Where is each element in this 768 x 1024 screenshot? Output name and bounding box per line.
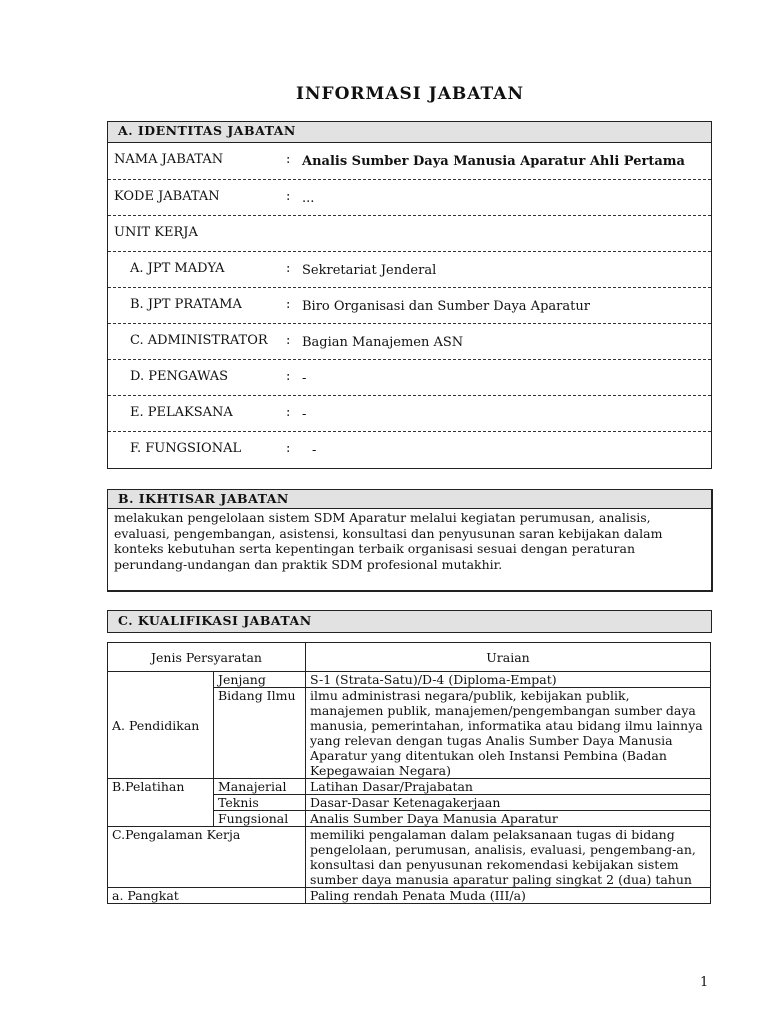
row-fungsional xyxy=(108,432,711,467)
row-colon: : xyxy=(286,369,291,384)
row-label: UNIT KERJA xyxy=(114,225,198,240)
row-colon: : xyxy=(286,261,291,276)
col-header-uraian: Uraian xyxy=(306,643,711,672)
row-value: Analis Sumber Daya Manusia Aparatur Ahli Pertama xyxy=(302,154,685,169)
table-row xyxy=(108,888,711,904)
sub-label-bidang-ilmu: Bidang Ilmu xyxy=(214,688,306,779)
row-head-pelatihan: B.Pelatihan xyxy=(108,779,214,827)
row-unit-kerja xyxy=(108,216,711,252)
table-row xyxy=(108,827,711,888)
identitas-rows xyxy=(108,143,711,468)
sub-label-jenjang: Jenjang xyxy=(214,672,306,688)
sub-label-manajerial: Manajerial xyxy=(214,779,306,795)
section-c-heading: C. KUALIFIKASI JABATAN xyxy=(108,611,711,632)
row-head-pangkat: a. Pangkat xyxy=(108,888,306,904)
row-colon: : xyxy=(286,333,291,348)
row-label: E. PELAKSANA xyxy=(130,405,233,420)
row-pelaksana xyxy=(108,396,711,432)
row-label: A. JPT MADYA xyxy=(130,261,225,276)
row-value: - xyxy=(312,443,317,458)
row-value: - xyxy=(302,371,307,386)
section-identitas xyxy=(107,121,712,469)
row-value: ... xyxy=(302,191,315,206)
page-number: 1 xyxy=(700,975,709,990)
row-label: F. FUNGSIONAL xyxy=(130,441,242,456)
row-value: - xyxy=(302,407,307,422)
row-label: D. PENGAWAS xyxy=(130,369,229,384)
table-row xyxy=(108,672,711,688)
row-colon: : xyxy=(286,297,291,312)
section-a-heading: A. IDENTITAS JABATAN xyxy=(108,122,711,143)
sub-label-fungsional: Fungsional xyxy=(214,811,306,827)
value-bidang-ilmu: ilmu administrasi negara/publik, kebijakan publik, manajemen publik, manajemen/pengembangan sumber daya manusia, pemerintahan, informatika atau bidang ilmu lainnya yang relevan dengan tugas Analis Sumber Daya Manusia Aparatur yang ditentukan oleh Instansi Pembina (Badan Kepegawaian Negara) xyxy=(306,688,711,779)
page-title: INFORMASI JABATAN xyxy=(296,84,524,104)
row-colon: : xyxy=(286,152,291,167)
row-label: C. ADMINISTRATOR xyxy=(130,333,268,348)
row-label: B. JPT PRATAMA xyxy=(130,297,242,312)
row-value: Bagian Manajemen ASN xyxy=(302,335,464,350)
value-jenjang: S-1 (Strata-Satu)/D-4 (Diploma-Empat) xyxy=(306,672,711,688)
row-kode-jabatan xyxy=(108,180,711,216)
row-pengawas xyxy=(108,360,711,396)
row-value: Sekretariat Jenderal xyxy=(302,263,437,278)
section-b-heading: B. IKHTISAR JABATAN xyxy=(108,490,711,509)
row-jpt-madya xyxy=(108,252,711,288)
value-teknis: Dasar-Dasar Ketenagakerjaan xyxy=(306,795,711,811)
row-colon: : xyxy=(286,441,291,456)
row-value: Biro Organisasi dan Sumber Daya Aparatur xyxy=(302,299,590,314)
row-head-pendidikan: A. Pendidikan xyxy=(108,672,214,779)
kualifikasi-table xyxy=(107,642,711,904)
row-label: KODE JABATAN xyxy=(114,189,220,204)
table-header-row xyxy=(108,643,711,672)
row-colon: : xyxy=(286,189,291,204)
col-header-jenis: Jenis Persyaratan xyxy=(108,643,306,672)
table-row xyxy=(108,779,711,795)
row-label: NAMA JABATAN xyxy=(114,152,224,167)
row-nama-jabatan xyxy=(108,143,711,180)
row-colon: : xyxy=(286,405,291,420)
row-jpt-pratama xyxy=(108,288,711,324)
value-pangkat: Paling rendah Penata Muda (III/a) xyxy=(306,888,711,904)
value-pengalaman: memiliki pengalaman dalam pelaksanaan tugas di bidang pengelolaan, perumusan, analisis, evaluasi, pengembang-an, konsultasi dan penyusunan rekomendasi kebijakan sistem sumber daya manusia aparatur paling singkat 2 (dua) tahun xyxy=(306,827,711,888)
section-ikhtisar xyxy=(107,489,713,592)
value-manajerial: Latihan Dasar/Prajabatan xyxy=(306,779,711,795)
ikhtisar-text: melakukan pengelolaan sistem SDM Aparatur melalui kegiatan perumusan, analisis, evaluasi, pengembangan, asistensi, konsultasi dan penyusunan saran kebijakan dalam konteks kebutuhan serta kepentingan terbaik organisasi sesuai dengan peraturan perundang-undangan dan praktik SDM profesional mutakhir. xyxy=(114,510,663,572)
value-fungsional: Analis Sumber Daya Manusia Aparatur xyxy=(306,811,711,827)
section-kualifikasi xyxy=(107,610,712,633)
sub-label-teknis: Teknis xyxy=(214,795,306,811)
row-head-pengalaman: C.Pengalaman Kerja xyxy=(108,827,306,888)
row-administrator xyxy=(108,324,711,360)
